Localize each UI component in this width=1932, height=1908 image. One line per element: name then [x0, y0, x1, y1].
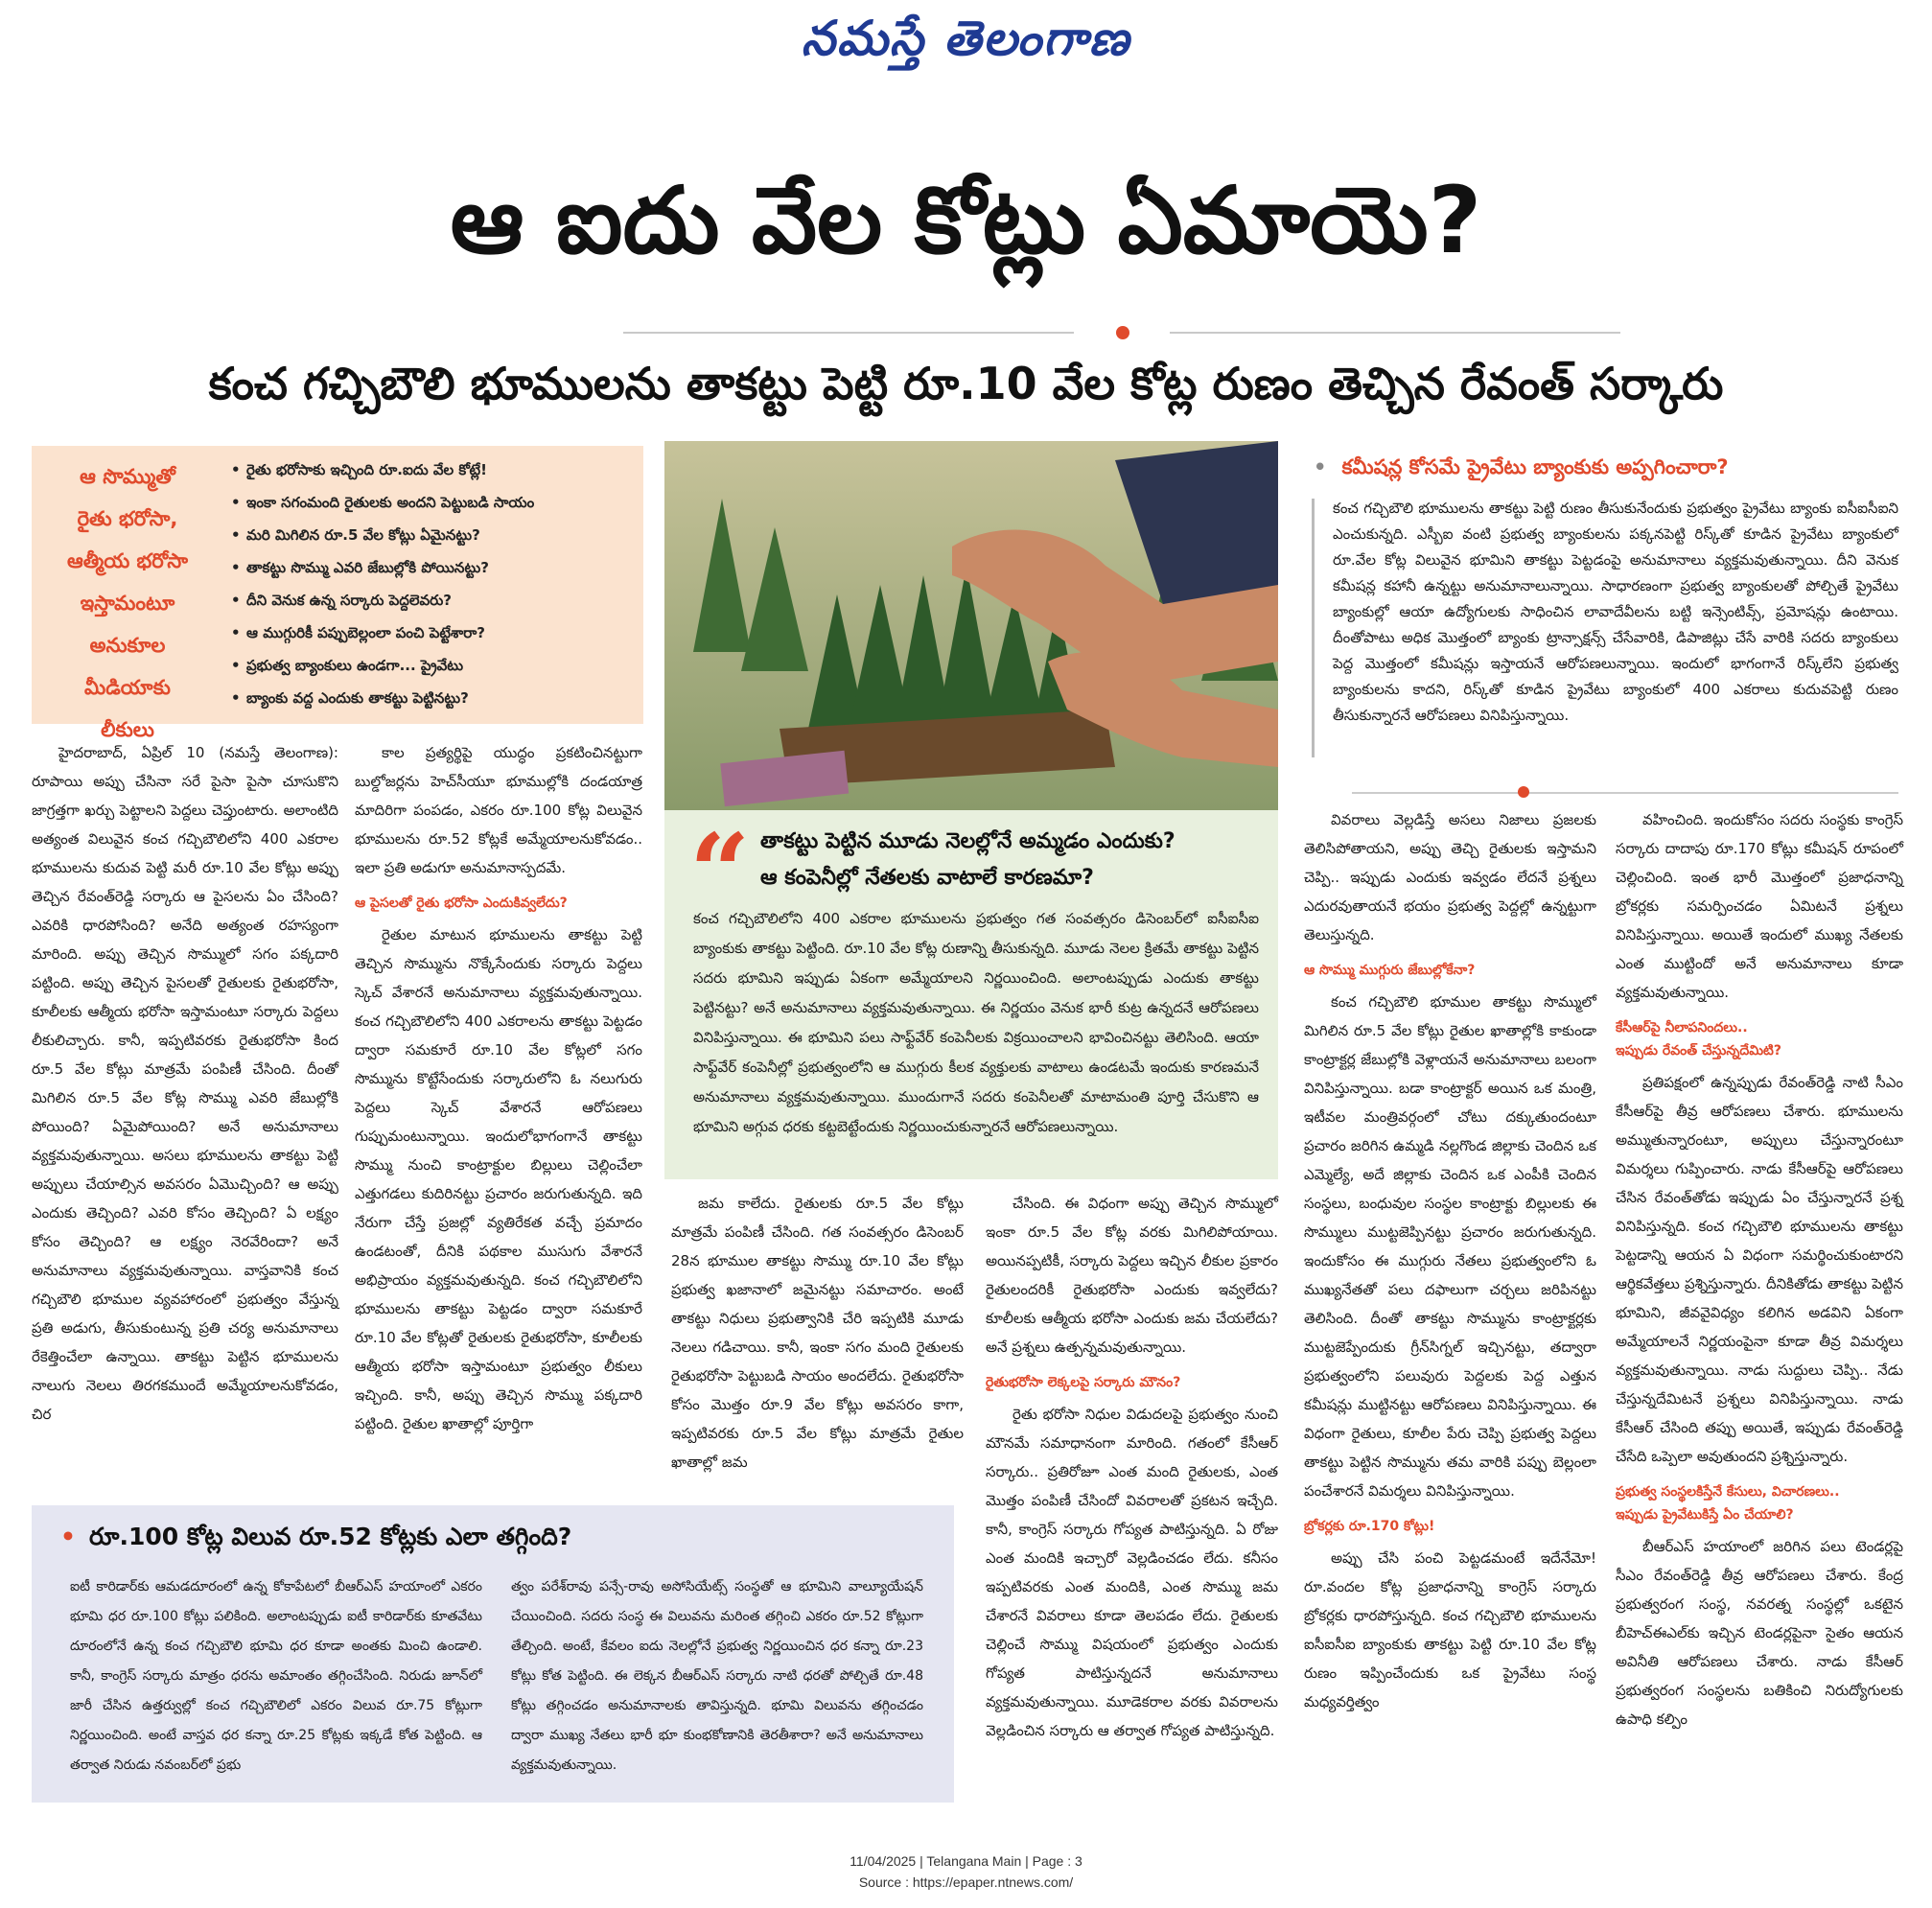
article-column-3: [671, 1189, 964, 1480]
paragraph: రైతు భరోసా నిధుల విడుదలపై ప్రభుత్వం నుంచి మౌనమే సమాధానంగా మారింది. గతంలో కేసీఆర్ సర్కారు.. ప్రతిరోజూ ఎంత మంది రైతులకు, ఎంత మొత్తం పంపిణీ చేసిందో వివరాలతో ప్రకటన ఇచ్చేది. కానీ, కాంగ్రెస్ సర్కారు గోప్యత పాటిస్తున్నది. ఏ రోజు ఎంత మందికి ఇచ్చారో వెల్లడించడం లేదు. కనీసం ఇప్పటివరకు ఎంత మందికి, ఎంత సొమ్ము జమ చేశారనే వివరాలు కూడా తెలపడం లేదు. రైతులకు చెల్లించే సొమ్ము విషయంలో ప్రభుత్వం ఎందుకు గోప్యత పాటిస్తున్నదనే అనుమానాలు వ్యక్తమవుతున్నాయి. మూడెకరాల వరకు వివరాలను వెల్లడించిన సర్కారు ఆ తర్వాత గోప్యత పాటిస్తున్నది.: [986, 1406, 1278, 1739]
masthead: [0, 10, 1932, 79]
side-line: లీకులు: [101, 718, 154, 741]
article-column-5: [1304, 805, 1596, 1720]
subheadline: కంచ గచ్చిబౌలి భూములను తాకట్టు పెట్టి రూ.10 వేల కోట్ల రుణం తెచ్చిన రేవంత్ సర్కారు: [208, 358, 1724, 409]
list-item: • రైతు భరోసాకు ఇచ్చింది రూ.ఐదు వేల కోట్లే!: [231, 454, 639, 486]
paragraph: చేసింది. ఈ విధంగా అప్పు తెచ్చిన సొమ్ములో ఇంకా రూ.5 వేల కోట్ల వరకు మిగిలిపోయాయి. అయినప్పటికీ, సర్కారు పెద్దలు ఇచ్చిన లీకుల ప్రకారం రైతులందరికీ రైతుభరోసా ఎందుకు ఇవ్వలేదు? కూలీలకు ఆత్మీయ భరోసా ఎందుకు జమ చేయలేదు? అనే ప్రశ్నలు ఉత్పన్నమవుతున్నాయి.: [986, 1195, 1278, 1356]
section-heading: ప్రభుత్వ సంస్థలకిస్తేనే కేసులు, విచారణలు..: [1616, 1484, 1840, 1500]
paragraph: అప్పు చేసి పంచి పెట్టడమంటే ఇదేనేమో! రూ.వందల కోట్ల ప్రజాధనాన్ని కాంగ్రెస్ సర్కారు బ్రోకర్లకు ధారపోస్తున్నది. కంచ గచ్చిబౌలి భూములను ఐసీఐసీఐ బ్యాంకుకు తాకట్టు పెట్టి రూ.10 వేల కోట్ల రుణం ఇప్పించేందుకు ఒక ప్రైవేటు సంస్థ మధ్యవర్తిత్వం: [1304, 1549, 1596, 1710]
divider: [623, 332, 1074, 334]
quote-icon: “: [689, 810, 751, 934]
paragraph: ప్రతిపక్షంలో ఉన్నప్పుడు రేవంత్‌రెడ్డి నాటి సీఎం కేసీఆర్‌పై తీవ్ర ఆరోపణలు చేశారు. భూములను అమ్ముతున్నారంటూ, అప్పులు చేస్తున్నారంటూ విమర్శలు గుప్పించారు. నాడు కేసీఆర్‌పై ఆరోపణలు చేసిన రేవంత్‌తోడు ఇప్పుడు ఏం చేస్తున్నారనే ప్రశ్న వినిపిస్తున్నది. కంచ గచ్చిబౌలి భూములను తాకట్టు పెట్టడాన్ని ఆయన ఏ విధంగా సమర్థించుకుంటారని ఆర్థికవేత్తలు ప్రశ్నిస్తున్నారు. దీనికితోడు తాకట్టు పెట్టిన భూమిని, జీవవైవిధ్యం కలిగిన అడవిని ఏకంగా అమ్మేయాలనే నిర్ణయంపైనా కూడా తీవ్ర విమర్శలు వ్యక్తమవుతున్నాయి. నాడు సుద్దులు చెప్పి.. నేడు చేస్తున్నదేమిటనే ప్రశ్నలు వినిపిస్తున్నాయి. నాడు కేసీఆర్ చేసింది తప్పు అయితే, ఇప్పుడు రేవంత్‌రెడ్డి చేసేది ఒప్పెలా అవుతుందని ప్రశ్నిస్తున్నారు.: [1616, 1074, 1903, 1465]
quote-title: [760, 824, 1259, 896]
paragraph: హైదరాబాద్, ఏప్రిల్ 10 (నమస్తే తెలంగాణ): రూపాయి అప్పు చేసినా సరే పైసా పైసా చూసుకొని జాగ్రత్తగా ఖర్చు పెట్టాలని పెద్దలు చెప్తుంటారు. అలాంటిది అత్యంత విలువైన కంచ గచ్చిబౌలిలోని 400 ఎకరాల భూములను కుదువ పెట్టి మరీ రూ.10 వేల కోట్లు అప్పు తెచ్చిన రేవంత్‌రెడ్డి సర్కారు ఆ పైసలను ఏం చేసింది? ఎవరికి ధారపోసింది? అనేది అత్యంత రహస్యంగా మారింది. అప్పు తెచ్చిన సొమ్ములో సగం పక్కదారి పట్టింది. అప్పు తెచ్చిన పైసలతో రైతులకు రైతుభరోసా, కూలీలకు ఆత్మీయ భరోసా ఇస్తామంటూ సర్కారు పెద్దలు లీకులిచ్చారు. కానీ, ఇప్పటివరకు రైతుభరోసా కింద రూ.5 వేల కోట్లు మాత్రమే పంపిణీ చేసింది. దీంతో మిగిలిన రూ.5 వేల కోట్ల సొమ్ము ఎవరి జేబుల్లోకి పోయింది? ఏమైపోయింది? అనే అనుమానాలు వ్యక్తమవుతున్నాయి. అసలు భూములను తాకట్టు పెట్టి అప్పులు చేయాల్సిన అవసరం ఏమొచ్చింది? ఆ అప్పు ఎందుకు తెచ్చింది? ఎవరి కోసం తెచ్చింది? ఏ లక్ష్యం కోసం తెచ్చింది? ఆ లక్ష్యం నెరవేరిందా? అనే అనుమానాలు వ్యక్తమవుతున్నాయి. వాస్తవానికి కంచ గచ్చిబౌలి భూముల వ్యవహారంలో ప్రభుత్వం వేస్తున్న ప్రతి అడుగు, తీసుకుంటున్న ప్రతి చర్య అనుమానాలు రేకెత్తించేలా ఉన్నాయి. తాకట్టు పెట్టిన భూములను నాలుగు నెలలు తిరగకముందే అమ్మేయాలనుకోవడం, చిర: [32, 744, 338, 1423]
quote-title-line: ఆ కంపెనీల్లో నేతలకు వాటాలే కారణమా?: [760, 866, 1094, 890]
commission-bar: [1312, 499, 1315, 757]
side-line: రైతు భరోసా,: [77, 507, 178, 530]
list-item: • ఇంకా సగంమంది రైతులకు అందని పెట్టుబడి సాయం: [231, 486, 639, 519]
commission-body: కంచ గచ్చిబౌలి భూములను తాకట్టు పెట్టి రుణం తీసుకునేందుకు ప్రభుత్వం ప్రైవేటు బ్యాంకు ఐసీఐసీఐని ఎంచుకున్నది. ఎస్బీఐ వంటి ప్రభుత్వ బ్యాంకులను పక్కనపెట్టి రిస్క్‌తో కూడిన ప్రైవేటు బ్యాంకులో రూ.వేల కోట్ల విలువైన భూమిని తాకట్టు పెట్టడంపై అనుమానాలు వ్యక్తమవుతున్నాయి. దీని వెనుక కమీషన్ల కహానీ ఉన్నట్టు అనుమానాలున్నాయి. సాధారణంగా ప్రభుత్వ బ్యాంకులతో పోల్చితే ప్రైవేటు బ్యాంకుల్లో ఆయా ఉద్యోగులకు సాధించిన లావాదేవీలను బట్టి ఇన్సెంటివ్స్, ప్రమోషన్లు ఉంటాయి. దీంతోపాటు అధిక మొత్తంలో బ్యాంకు ట్రాన్సాక్షన్స్ చేసేవారికి, డిపాజిట్లు చేసే వారికి సదరు బ్యాంకులు పెద్ద మొత్తంలో కమీషన్లు ఇస్తాయనే ఆరోపణలున్నాయి. ఇందులో భాగంగానే రిస్క్‌లేని ప్రభుత్వ బ్యాంకులను కాదని, రిస్క్‌తో కూడిన ప్రైవేటు బ్యాంకులో 400 ఎకరాలు కుదువపెట్టి రుణం తీసుకున్నారనే ఆరోపణలు వినిపిస్తున్నాయి.: [1333, 500, 1898, 724]
paragraph: కంచ గచ్చిబౌలి భూముల తాకట్టు సొమ్ములో మిగిలిన రూ.5 వేల కోట్లు రైతుల ఖాతాల్లోకి కాకుండా కాంట్రాక్టర్ల జేబుల్లోకి వెళ్లాయనే అనుమానాలు బలంగా వినిపిస్తున్నాయి. బడా కాంట్రాక్టర్ అయిన ఒక మంత్రి, ఇటీవల మంత్రివర్గంలో చోటు దక్కుతుందంటూ ప్రచారం జరిగిన ఉమ్మడి నల్లగొండ జిల్లాకు చెందిన ఒక ఎమ్మెల్యే, అదే జిల్లాకు చెందిన ఒక ఎంపీకి చెందిన సంస్థలు, బంధువుల సంస్థల కాంట్రాక్టు బిల్లులకు ఈ సొమ్ములు ముట్టజెప్పినట్టు ప్రచారం జరుగుతున్నది. ఇందుకోసం ఈ ముగ్గురు నేతలు ప్రభుత్వంలోని ఓ ముఖ్యనేతతో పలు దఫాలుగా చర్చలు జరిపినట్టు తెలిసింది. దీంతో తాకట్టు సొమ్మును కాంట్రాక్టర్లకు ముట్టజెప్పేందుకు గ్రీన్‌సిగ్నల్ ఇచ్చినట్టు, తద్వారా ప్రభుత్వంలోని పలువురు పెద్దలకు పెద్ద ఎత్తున కమీషన్లు ముట్టినట్టు ఆరోపణలు వినిపిస్తున్నాయి. ఈ విధంగా రైతులు, కూలీల పేరు చెప్పి ప్రభుత్వ పెద్దలు తాకట్టు పెట్టిన సొమ్మును తమ వారికి పప్పు బెల్లంలా పంచేశారనే విమర్శలు వినిపిస్తున్నాయి.: [1304, 993, 1596, 1500]
side-line: అనుకూల: [89, 634, 166, 657]
commission-title: • కమీషన్ల కోసమే ప్రైవేటు బ్యాంకుకు అప్పగించారా?: [1314, 455, 1729, 484]
question-box-side: [32, 455, 223, 751]
paragraph: జమ కాలేదు. రైతులకు రూ.5 వేల కోట్లు మాత్రమే పంపిణీ చేసింది. గత సంవత్సరం డిసెంబర్ 28న భూముల తాకట్టు సొమ్ము రూ.10 వేల కోట్లు ప్రభుత్వ ఖజానాలో జమైనట్టు సమాచారం. అంటే తాకట్టు నిధులు ప్రభుత్వానికి చేరి ఇప్పటికి మూడు నెలలు గడిచాయి. కానీ, ఇంకా సగం మంది రైతులకు రైతుభరోసా పెట్టుబడి సాయం అందలేదు. రైతుభరోసా కోసం మొత్తం రూ.9 వేల కోట్లు అవసరం కాగా, ఇప్పటివరకు రూ.5 వేల కోట్లు మాత్రమే రైతుల ఖాతాల్లో జమ: [671, 1195, 964, 1471]
paragraph: బీఆర్‌ఎస్ హయాంలో జరిగిన పలు టెండర్లపై సీఎం రేవంత్‌రెడ్డి తీవ్ర ఆరోపణలు చేశారు. కేంద్ర ప్రభుత్వరంగ సంస్థ, నవరత్న సంస్థల్లో ఒకటైన బీహెచ్‌ఈఎల్‌కు ఇచ్చిన టెండర్లపైనా సైతం ఆయన అవినీతి ఆరోపణలు చేశారు. నాడు కేసీఆర్ ప్రభుత్వరంగ సంస్థలను బతికించి నిరుద్యోగులకు ఉపాధి కల్పిం: [1616, 1538, 1903, 1728]
section-heading: ఆ సొమ్ము ముగ్గురు జేబుల్లోకేనా?: [1304, 963, 1476, 978]
question-box: [32, 446, 643, 741]
paragraph: రైతుల మాటున భూములను తాకట్టు పెట్టి తెచ్చిన సొమ్మును నొక్కేసేందుకు సర్కారు పెద్దలు స్కెచ్ వేశారనే అనుమానాలు వ్యక్తమవుతున్నాయి. కంచ గచ్చిబౌలిలోని 400 ఎకరాలను తాకట్టు పెట్టడం ద్వారా సమకూరే రూ.10 వేల కోట్లలో సగం సొమ్మును కొట్టేసేందుకు సర్కారులోని ఓ నలుగురు పెద్దలు స్కెచ్ వేశారనే ఆరోపణలు గుప్పుమంటున్నాయి. ఇందులోభాగంగానే తాకట్టు సొమ్ము నుంచి కాంట్రాక్టుల బిల్లులు చెల్లించేలా ఎత్తుగడలు కుదిరినట్టు ప్రచారం జరుగుతున్నది. ఇది నేరుగా చేస్తే ప్రజల్లో వ్యతిరేకత వచ్చే ప్రమాదం ఉండటంతో, దీనికి పథకాల ముసుగు వేశారనే అభిప్రాయం వ్యక్తమవుతున్నది. కంచ గచ్చిబౌలిలోని భూములను తాకట్టు పెట్టడం ద్వారా సమకూరే రూ.10 వేల కోట్లతో రైతులకు రైతుభరోసా, కూలీలకు ఆత్మీయ భరోసా ఇస్తామంటూ ప్రభుత్వం లీకులు ఇచ్చింది. కానీ, అప్పు తెచ్చిన సొమ్ము పక్కదారి పట్టింది. రైతుల ఖాతాల్లో పూర్తిగా: [355, 926, 642, 1432]
list-item: • ప్రభుత్వ బ్యాంకులు ఉండగా... ప్రైవేటు: [231, 649, 639, 682]
list-item: • తాకట్టు సొమ్ము ఎవరి జేబుల్లోకి పోయినట్టు?: [231, 551, 639, 584]
article-column-2: [355, 738, 642, 1442]
list-item-continued: • బ్యాంకు వద్ద ఎందుకు తాకట్టు పెట్టినట్టు?: [231, 682, 639, 714]
article-column-6: [1616, 805, 1903, 1737]
value-box-left: ఐటీ కారిడార్‌కు ఆమడదూరంలో ఉన్న కోకాపేటలో బీఆర్‌ఎస్ హయాంలో ఎకరం భూమి ధర రూ.100 కోట్లు పలికింది. అలాంటప్పుడు ఐటీ కారిడార్‌కు కూతవేటు దూరంలోనే ఉన్న కంచ గచ్చిబౌలి భూమి ధర కూడా అంతకు మించి ఉండాలి. కానీ, కాంగ్రెస్ సర్కారు మాత్రం ధరను అమాంతం తగ్గించేసింది. నిరుడు జూన్‌లో జారీ చేసిన ఉత్తర్వుల్లో కంచ గచ్చిబౌలిలో ఎకరం విలువ రూ.75 కోట్లుగా నిర్ణయించింది. అంటే వాస్తవ ధర కన్నా రూ.25 కోట్లకు ఇక్కడే కోత పెట్టింది. ఆ తర్వాత నిరుడు నవంబర్‌లో ప్రభు: [70, 1579, 482, 1773]
paragraph: వహించింది. ఇందుకోసం సదరు సంస్థకు కాంగ్రెస్ సర్కారు దాదాపు రూ.170 కోట్లు కమీషన్ రూపంలో చెల్లించింది. ఇంత భారీ మొత్తంలో ప్రజాధనాన్ని బ్రోకర్లకు సమర్పించడం ఏమిటనే ప్రశ్నలు వినిపిస్తున్నాయి. అయితే ఇందులో ముఖ్య నేతలకు ఎంత ముట్టిందో అనే అనుమానాలు కూడా వ్యక్తమవుతున్నాయి.: [1616, 811, 1903, 1001]
side-line: మీడియాకు: [84, 676, 171, 699]
divider: [1170, 332, 1620, 334]
headline: ఆ ఐదు వేల కోట్లు ఏమాయె?: [450, 167, 1482, 274]
section-heading: కేసీఆర్‌పై నీలాపనిందలు..: [1616, 1020, 1748, 1035]
side-line: ఇస్తామంటూ: [80, 592, 175, 615]
paragraph: వివరాలు వెల్లడిస్తే అసలు నిజాలు ప్రజలకు తెలిసిపోతాయని, అప్పు తెచ్చి రైతులకు ఇస్తామని చెప్పి.. ఇప్పుడు ఎందుకు ఇవ్వడం లేదనే ప్రశ్నలు ఎదురవుతాయనే భయం ప్రభుత్వ పెద్దల్లో ఉన్నట్టుగా తెలుస్తున్నది.: [1304, 811, 1596, 943]
footer-source: Source : https://epaper.ntnews.com/: [858, 1874, 1074, 1890]
value-box: [32, 1505, 954, 1803]
value-box-right: త్వం పరేశ్‌రావు పన్సే-రావు అసోసియేట్స్ సంస్థతో ఆ భూమిని వాల్యూయేషన్ చేయించింది. సదరు సంస్థ ఈ విలువను మరింత తగ్గించి ఎకరం రూ.52 కోట్లుగా తేల్చింది. అంటే, కేవలం ఐదు నెలల్లోనే ప్రభుత్వ నిర్ణయించిన ధర కన్నా రూ.23 కోట్లు కోత పెట్టింది. ఈ లెక్కన బీఆర్‌ఎస్ సర్కారు నాటి ధరతో పోల్చితే రూ.48 కోట్లు తగ్గించడం అనుమానాలకు తావిస్తున్నది. భూమి విలువను తగ్గించడం ద్వారా ముఖ్య నేతలు భారీ భూ కుంభకోణానికి తెరతీశారా? అనే అనుమానాలు వ్యక్తమవుతున్నాయి.: [511, 1579, 923, 1773]
section-heading: బ్రోకర్లకు రూ.170 కోట్లు!: [1304, 1519, 1435, 1534]
question-list: [231, 454, 639, 714]
footer-date-page: 11/04/2025 | Telangana Main | Page : 3: [850, 1853, 1082, 1869]
masthead-logo-text: నమస్తే తెలంగాణ: [801, 10, 1131, 66]
divider-dot: [1518, 786, 1529, 798]
divider: [1352, 792, 1898, 794]
side-line: ఆత్మీయ భరోసా: [67, 549, 188, 572]
quote-body: కంచ గచ్చిబౌలిలోని 400 ఎకరాల భూములను ప్రభుత్వం గత సంవత్సరం డిసెంబర్‌లో ఐసీఐసీఐ బ్యాంకుకు తాకట్టు పెట్టింది. రూ.10 వేల కోట్ల రుణాన్ని తీసుకున్నది. మూడు నెలల క్రితమే తాకట్టు పెట్టిన సదరు భూమిని ఇప్పుడు ఏకంగా అమ్మేయాలని నిర్ణయించింది. అలాంటప్పుడు ఎందుకు తాకట్టు పెట్టినట్టు? అనే అనుమానాలు వ్యక్తమవుతున్నాయి. ఈ నిర్ణయం వెనుక భారీ కుట్ర ఉన్నదనే ఆరోపణలు వినిపిస్తున్నాయి. ఈ భూమిని పలు సాఫ్ట్‌వేర్ కంపెనీలకు విక్రయించాలని భావించినట్టు తెలిసింది. ఆయా సాఫ్ట్‌వేర్ కంపెనీల్లో ప్రభుత్వంలోని ఆ ముగ్గురు కీలక వ్యక్తులకు వాటాలు ఉండటమే ఇందుకు కారణమనే అనుమానాలు వ్యక్తమవుతున్నాయి. ముందుగానే సదరు కంపెనీలతో మాటామంతి పూర్తి చేసుకొని ఆ భూమిని అగ్గువ ధరకు కట్టబెట్టేందుకు నిర్ణయించుకున్నారనే ఆరోపణలున్నాయి.: [693, 910, 1259, 1135]
article-column-4: [986, 1189, 1278, 1749]
list-item: • ఆ ముగ్గురికీ పప్పుబెల్లంలా పంచి పెట్టేశారా?: [231, 617, 639, 649]
article-column-1: [32, 738, 338, 1432]
illustration-hands-forest: [664, 441, 1278, 810]
divider-dot: [1116, 326, 1129, 339]
commission-box: [1304, 446, 1905, 791]
value-box-title: • రూ.100 కోట్ల విలువ రూ.52 కోట్లకు ఎలా తగ్గింది?: [60, 1523, 571, 1557]
section-heading: ఇప్పుడు ప్రైవేటుకిస్తే ఏం చేయాలి?: [1616, 1507, 1794, 1523]
paragraph: కాల ప్రత్యర్థిపై యుద్ధం ప్రకటించినట్టుగా బుల్డోజర్లను హెచ్‌సీయూ భూముల్లోకి దండయాత్ర మాదిరిగా పంపడం, ఎకరం రూ.100 కోట్ల విలువైన భూములను రూ.52 కోట్లకే అమ్మేయాలనుకోవడం.. ఇలా ప్రతి అడుగూ అనుమానాస్పదమే.: [355, 744, 642, 876]
list-item: • మరి మిగిలిన రూ.5 వేల కోట్లు ఏమైనట్టు?: [231, 519, 639, 551]
quote-title-line: తాకట్టు పెట్టిన మూడు నెలల్లోనే అమ్మడం ఎందుకు?: [760, 829, 1175, 853]
quote-box: [664, 810, 1278, 1179]
side-line: ఆ సొమ్ముతో: [80, 465, 175, 488]
section-heading: ఇప్పుడు రేవంత్ చేస్తున్నదేమిటి?: [1616, 1043, 1781, 1059]
footer: [0, 1850, 1932, 1893]
list-item: • దీని వెనుక ఉన్న సర్కారు పెద్దలెవరు?: [231, 584, 639, 617]
section-heading: రైతుభరోసా లెక్కలపై సర్కారు మౌనం?: [986, 1375, 1181, 1390]
forest-hands-image: [664, 441, 1278, 810]
section-heading: ఆ పైసలతో రైతు భరోసా ఎందుకివ్వలేదు?: [355, 896, 568, 911]
